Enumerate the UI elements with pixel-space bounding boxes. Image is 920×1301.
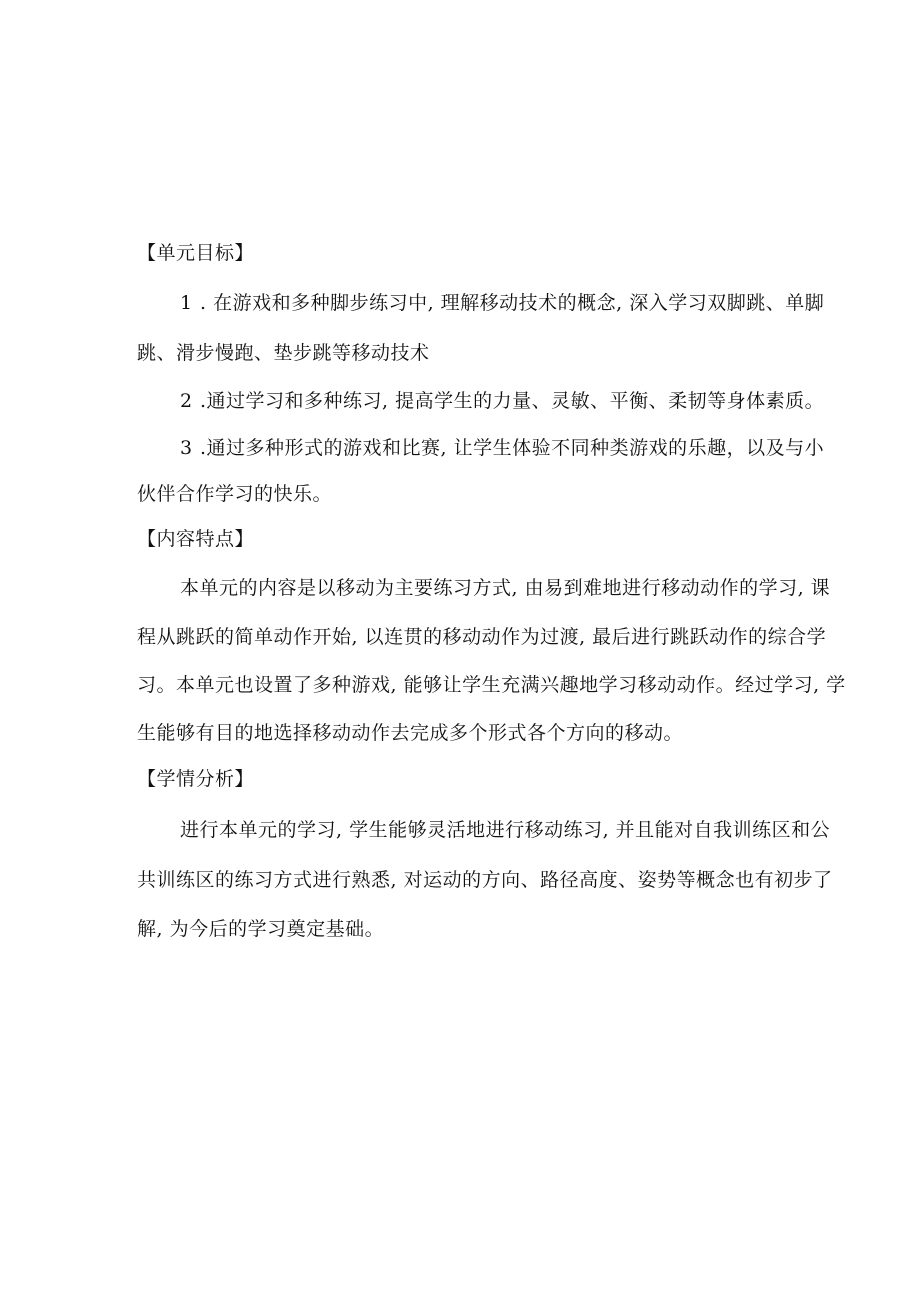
goal-item-3	[180, 436, 824, 460]
goal-number: 1	[180, 292, 193, 314]
section-heading-content-features: 【内容特点】	[137, 528, 255, 550]
analysis-paragraph-line: 解, 为今后的学习奠定基础。	[137, 918, 385, 940]
goal-item-2	[180, 389, 824, 413]
goal-text-line: . 在游戏和多种脚步练习中, 理解移动技术的概念, 深入学习双脚跳、单脚	[200, 292, 825, 314]
section-heading-unit-goals: 【单元目标】	[137, 242, 255, 264]
content-paragraph-line: 本单元的内容是以移动为主要练习方式, 由易到难地进行移动动作的学习, 课	[180, 577, 831, 599]
goal-text-line: .通过多种形式的游戏和比赛, 让学生体验不同种类游戏的乐趣，以及与小	[200, 437, 825, 459]
goal-text-line: .通过学习和多种练习, 提高学生的力量、灵敏、平衡、柔韧等身体素质。	[200, 390, 825, 412]
section-heading-learner-analysis: 【学情分析】	[137, 768, 255, 790]
goal-item-1	[180, 291, 824, 315]
analysis-paragraph-line: 共训练区的练习方式进行熟悉, 对运动的方向、路径高度、姿势等概念也有初步了	[137, 869, 833, 891]
goal-item-1-continued: 跳、滑步慢跑、垫步跳等移动技术	[137, 342, 430, 364]
goal-item-3-continued: 伙伴合作学习的快乐。	[137, 483, 333, 505]
goal-number: 2	[180, 390, 193, 412]
analysis-paragraph-line: 进行本单元的学习, 学生能够灵活地进行移动练习, 并且能对自我训练区和公	[180, 819, 831, 841]
goal-number: 3	[180, 437, 193, 459]
content-paragraph-line: 习。本单元也设置了多种游戏, 能够让学生充满兴趣地学习移动动作。经过学习, 学	[137, 674, 846, 696]
content-paragraph-line: 程从跳跃的简单动作开始, 以连贯的移动动作为过渡, 最后进行跳跃动作的综合学	[137, 626, 827, 648]
content-paragraph-line: 生能够有目的地选择移动动作去完成多个形式各个方向的移动。	[137, 722, 684, 744]
